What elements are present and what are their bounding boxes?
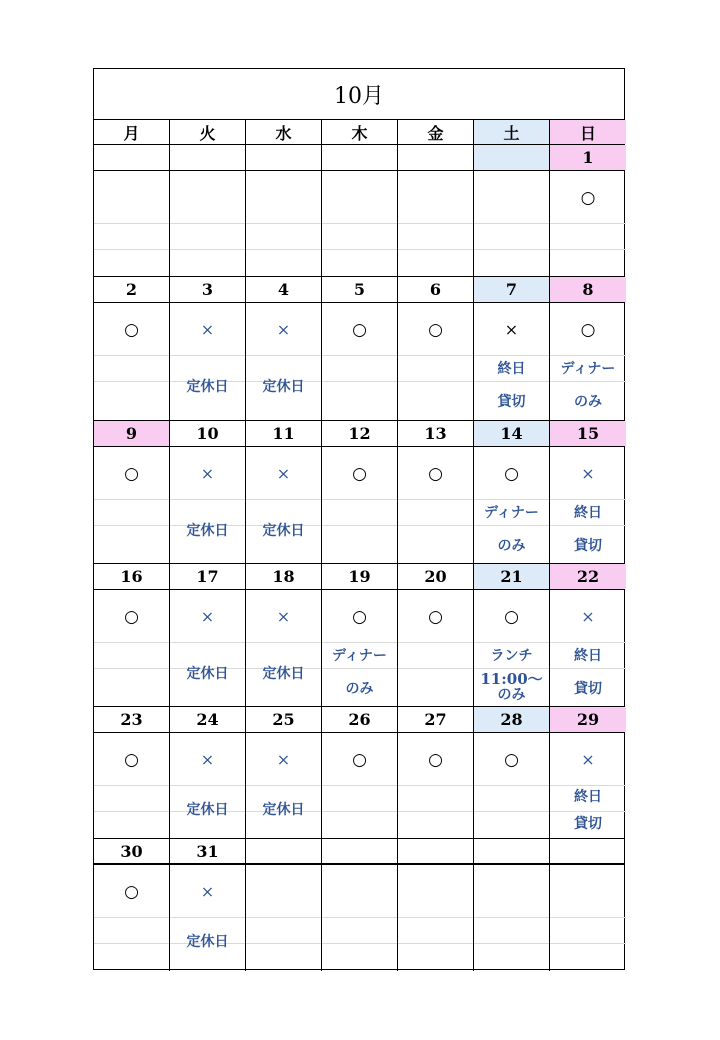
available-mark: ○ — [124, 320, 139, 340]
cell-gridline — [322, 355, 397, 356]
weekday-mon: 月 — [94, 120, 170, 144]
closed-day-note: 定休日 — [186, 379, 229, 395]
day-cell — [474, 733, 550, 839]
cell-gridline — [398, 917, 473, 918]
closed-day-note: 定休日 — [186, 934, 229, 950]
week-date-row — [94, 145, 624, 171]
cell-gridline — [170, 785, 245, 786]
day-note: 貸切 — [497, 394, 526, 410]
cell-gridline — [474, 381, 549, 382]
cell-gridline — [398, 355, 473, 356]
unavailable-mark: × — [504, 320, 519, 339]
day-cell — [170, 733, 246, 839]
unavailable-mark: × — [581, 464, 595, 483]
cell-gridline — [94, 811, 169, 812]
cell-gridline — [94, 943, 169, 944]
cell-gridline — [550, 811, 626, 812]
unavailable-mark: × — [276, 750, 291, 769]
unavailable-mark: × — [200, 320, 215, 339]
date-cell: 20 — [398, 564, 474, 589]
cell-gridline — [550, 785, 626, 786]
cell-gridline — [474, 811, 549, 812]
available-mark: ○ — [428, 750, 443, 770]
day-note: 貸切 — [574, 681, 602, 697]
date-cell: 5 — [322, 277, 398, 302]
available-mark: ○ — [124, 607, 139, 627]
day-cell — [322, 733, 398, 839]
available-mark: ○ — [124, 750, 139, 770]
date-cell — [550, 839, 626, 863]
cell-gridline — [322, 785, 397, 786]
day-cell — [322, 303, 398, 421]
day-cell — [246, 171, 322, 277]
cell-gridline — [474, 668, 549, 669]
date-cell — [474, 145, 550, 170]
available-mark: ○ — [352, 464, 367, 484]
day-cell — [94, 303, 170, 421]
week-date-row — [94, 839, 624, 865]
available-mark: ○ — [580, 320, 596, 340]
date-cell: 8 — [550, 277, 626, 302]
cell-gridline — [398, 642, 473, 643]
unavailable-mark: × — [276, 320, 291, 339]
cell-gridline — [94, 525, 169, 526]
date-cell: 16 — [94, 564, 170, 589]
day-note: 貸切 — [574, 538, 602, 554]
cell-gridline — [322, 381, 397, 382]
date-cell: 25 — [246, 707, 322, 732]
date-cell: 15 — [550, 421, 626, 446]
week-body-row — [94, 447, 624, 564]
day-cell — [170, 303, 246, 421]
cell-gridline — [170, 499, 245, 500]
day-cell — [170, 447, 246, 564]
day-cell — [398, 171, 474, 277]
cell-gridline — [550, 642, 626, 643]
day-cell — [170, 590, 246, 707]
week-body-row — [94, 865, 624, 971]
cell-gridline — [322, 249, 397, 250]
date-cell — [246, 145, 322, 170]
day-cell — [246, 865, 322, 971]
closed-day-note: 定休日 — [186, 523, 229, 539]
date-cell: 3 — [170, 277, 246, 302]
cell-gridline — [550, 917, 626, 918]
cell-gridline — [94, 642, 169, 643]
date-cell: 22 — [550, 564, 626, 589]
cell-gridline — [550, 223, 626, 224]
day-cell — [474, 171, 550, 277]
date-cell: 1 — [550, 145, 626, 170]
day-note: ランチ — [490, 648, 533, 664]
cell-gridline — [246, 917, 321, 918]
day-cell — [94, 171, 170, 277]
cell-gridline — [398, 811, 473, 812]
available-mark: ○ — [352, 607, 367, 627]
cell-gridline — [94, 499, 169, 500]
day-cell — [398, 733, 474, 839]
unavailable-mark: × — [581, 607, 595, 626]
cell-gridline — [550, 499, 626, 500]
day-note: 貸切 — [574, 816, 602, 832]
cell-gridline — [322, 668, 397, 669]
day-cell — [170, 865, 246, 971]
cell-gridline — [398, 223, 473, 224]
available-mark: ○ — [352, 750, 367, 770]
date-cell: 29 — [550, 707, 626, 732]
cell-gridline — [170, 917, 245, 918]
day-note: のみ — [497, 687, 526, 703]
cell-gridline — [398, 525, 473, 526]
date-cell: 14 — [474, 421, 550, 446]
cell-gridline — [474, 943, 549, 944]
cell-gridline — [246, 943, 321, 944]
cell-gridline — [322, 223, 397, 224]
day-cell — [474, 303, 550, 421]
available-mark: ○ — [428, 464, 443, 484]
weekday-fri: 金 — [398, 120, 474, 144]
day-cell — [94, 447, 170, 564]
closed-day-note: 定休日 — [186, 802, 229, 818]
day-cell — [398, 865, 474, 971]
cell-gridline — [474, 249, 549, 250]
available-mark: ○ — [428, 607, 443, 627]
day-cell — [550, 733, 626, 839]
day-cell — [474, 447, 550, 564]
cell-gridline — [398, 668, 473, 669]
day-cell — [474, 865, 550, 971]
date-cell: 21 — [474, 564, 550, 589]
day-cell — [246, 447, 322, 564]
cell-gridline — [94, 381, 169, 382]
calendar-title: 10月 — [94, 69, 624, 120]
weekday-header — [94, 120, 624, 145]
day-cell — [322, 590, 398, 707]
cell-gridline — [170, 249, 245, 250]
cell-gridline — [550, 668, 626, 669]
week-date-row — [94, 564, 624, 590]
day-cell — [94, 733, 170, 839]
cell-gridline — [398, 381, 473, 382]
cell-gridline — [474, 355, 549, 356]
cell-gridline — [246, 785, 321, 786]
cell-gridline — [322, 917, 397, 918]
date-cell — [94, 145, 170, 170]
weekday-thu: 木 — [322, 120, 398, 144]
day-cell — [246, 733, 322, 839]
day-note: 終日 — [497, 361, 526, 377]
available-mark: ○ — [352, 320, 367, 340]
day-cell — [246, 303, 322, 421]
day-cell — [550, 590, 626, 707]
weekday-wed: 水 — [246, 120, 322, 144]
unavailable-mark: × — [200, 464, 215, 483]
cell-gridline — [322, 811, 397, 812]
closed-day-note: 定休日 — [262, 802, 305, 818]
date-cell: 10 — [170, 421, 246, 446]
closed-day-note: 定休日 — [262, 523, 305, 539]
week-body-row — [94, 733, 624, 839]
unavailable-mark: × — [200, 750, 215, 769]
date-cell: 19 — [322, 564, 398, 589]
cell-gridline — [170, 223, 245, 224]
date-cell: 6 — [398, 277, 474, 302]
day-note: 終日 — [574, 789, 602, 805]
calendar — [93, 68, 625, 970]
cell-gridline — [94, 249, 169, 250]
cell-gridline — [322, 642, 397, 643]
date-cell: 12 — [322, 421, 398, 446]
unavailable-mark: × — [276, 464, 291, 483]
cell-gridline — [322, 943, 397, 944]
unavailable-mark: × — [276, 607, 291, 626]
day-cell — [550, 865, 626, 971]
week-body-row — [94, 303, 624, 421]
date-cell: 23 — [94, 707, 170, 732]
date-cell: 9 — [94, 421, 170, 446]
day-note: のみ — [497, 538, 526, 554]
cell-gridline — [474, 917, 549, 918]
date-cell: 2 — [94, 277, 170, 302]
day-cell — [322, 865, 398, 971]
closed-day-note: 定休日 — [262, 666, 305, 682]
cell-gridline — [474, 223, 549, 224]
day-cell — [398, 303, 474, 421]
cell-gridline — [550, 943, 626, 944]
date-cell — [322, 839, 398, 863]
cell-gridline — [398, 249, 473, 250]
date-cell — [246, 839, 322, 863]
date-cell — [322, 145, 398, 170]
cell-gridline — [246, 223, 321, 224]
date-cell — [474, 839, 550, 863]
day-cell — [246, 590, 322, 707]
date-cell: 11 — [246, 421, 322, 446]
cell-gridline — [246, 642, 321, 643]
week-body-row — [94, 590, 624, 707]
day-cell — [550, 171, 626, 277]
date-cell: 27 — [398, 707, 474, 732]
cell-gridline — [246, 249, 321, 250]
date-cell: 31 — [170, 839, 246, 863]
day-cell — [398, 590, 474, 707]
day-cell — [170, 171, 246, 277]
closed-day-note: 定休日 — [262, 379, 305, 395]
day-cell — [550, 447, 626, 564]
day-note: のみ — [574, 394, 602, 410]
day-note: ディナー — [332, 648, 387, 664]
cell-gridline — [550, 525, 626, 526]
cell-gridline — [94, 785, 169, 786]
unavailable-mark: × — [200, 607, 215, 626]
day-note: 11:00～ — [480, 670, 543, 688]
date-cell: 18 — [246, 564, 322, 589]
cell-gridline — [246, 499, 321, 500]
date-cell — [170, 145, 246, 170]
date-cell: 26 — [322, 707, 398, 732]
available-mark: ○ — [580, 188, 596, 208]
available-mark: ○ — [428, 320, 443, 340]
cell-gridline — [94, 917, 169, 918]
cell-gridline — [94, 355, 169, 356]
cell-gridline — [550, 249, 626, 250]
unavailable-mark: × — [200, 882, 215, 901]
day-cell — [398, 447, 474, 564]
day-note: のみ — [345, 681, 374, 697]
cell-gridline — [94, 668, 169, 669]
closed-day-note: 定休日 — [186, 666, 229, 682]
cell-gridline — [322, 499, 397, 500]
cell-gridline — [398, 943, 473, 944]
cell-gridline — [398, 785, 473, 786]
cell-gridline — [550, 355, 626, 356]
date-cell — [398, 145, 474, 170]
cell-gridline — [94, 223, 169, 224]
available-mark: ○ — [124, 882, 139, 902]
weekday-tue: 火 — [170, 120, 246, 144]
date-cell: 7 — [474, 277, 550, 302]
day-note: 終日 — [574, 648, 602, 664]
date-cell: 4 — [246, 277, 322, 302]
date-cell: 24 — [170, 707, 246, 732]
cell-gridline — [474, 499, 549, 500]
day-cell — [94, 865, 170, 971]
cell-gridline — [398, 499, 473, 500]
cell-gridline — [550, 381, 626, 382]
date-cell — [398, 839, 474, 863]
day-cell — [550, 303, 626, 421]
cell-gridline — [474, 642, 549, 643]
day-cell — [322, 447, 398, 564]
date-cell: 28 — [474, 707, 550, 732]
day-cell — [322, 171, 398, 277]
date-cell: 13 — [398, 421, 474, 446]
week-date-row — [94, 421, 624, 447]
cell-gridline — [474, 525, 549, 526]
day-cell — [474, 590, 550, 707]
weekday-sun: 日 — [550, 120, 626, 144]
week-date-row — [94, 277, 624, 303]
cell-gridline — [170, 642, 245, 643]
week-body-row — [94, 171, 624, 277]
day-note: ディナー — [484, 505, 539, 521]
cell-gridline — [246, 355, 321, 356]
available-mark: ○ — [124, 464, 139, 484]
unavailable-mark: × — [581, 750, 595, 769]
date-cell: 17 — [170, 564, 246, 589]
weekday-sat: 土 — [474, 120, 550, 144]
available-mark: ○ — [504, 750, 519, 770]
day-note: ディナー — [560, 361, 616, 377]
week-date-row — [94, 707, 624, 733]
cell-gridline — [322, 525, 397, 526]
available-mark: ○ — [504, 464, 519, 484]
cell-gridline — [170, 355, 245, 356]
date-cell: 30 — [94, 839, 170, 863]
day-cell — [94, 590, 170, 707]
cell-gridline — [474, 785, 549, 786]
available-mark: ○ — [504, 607, 519, 627]
day-note: 終日 — [574, 505, 602, 521]
